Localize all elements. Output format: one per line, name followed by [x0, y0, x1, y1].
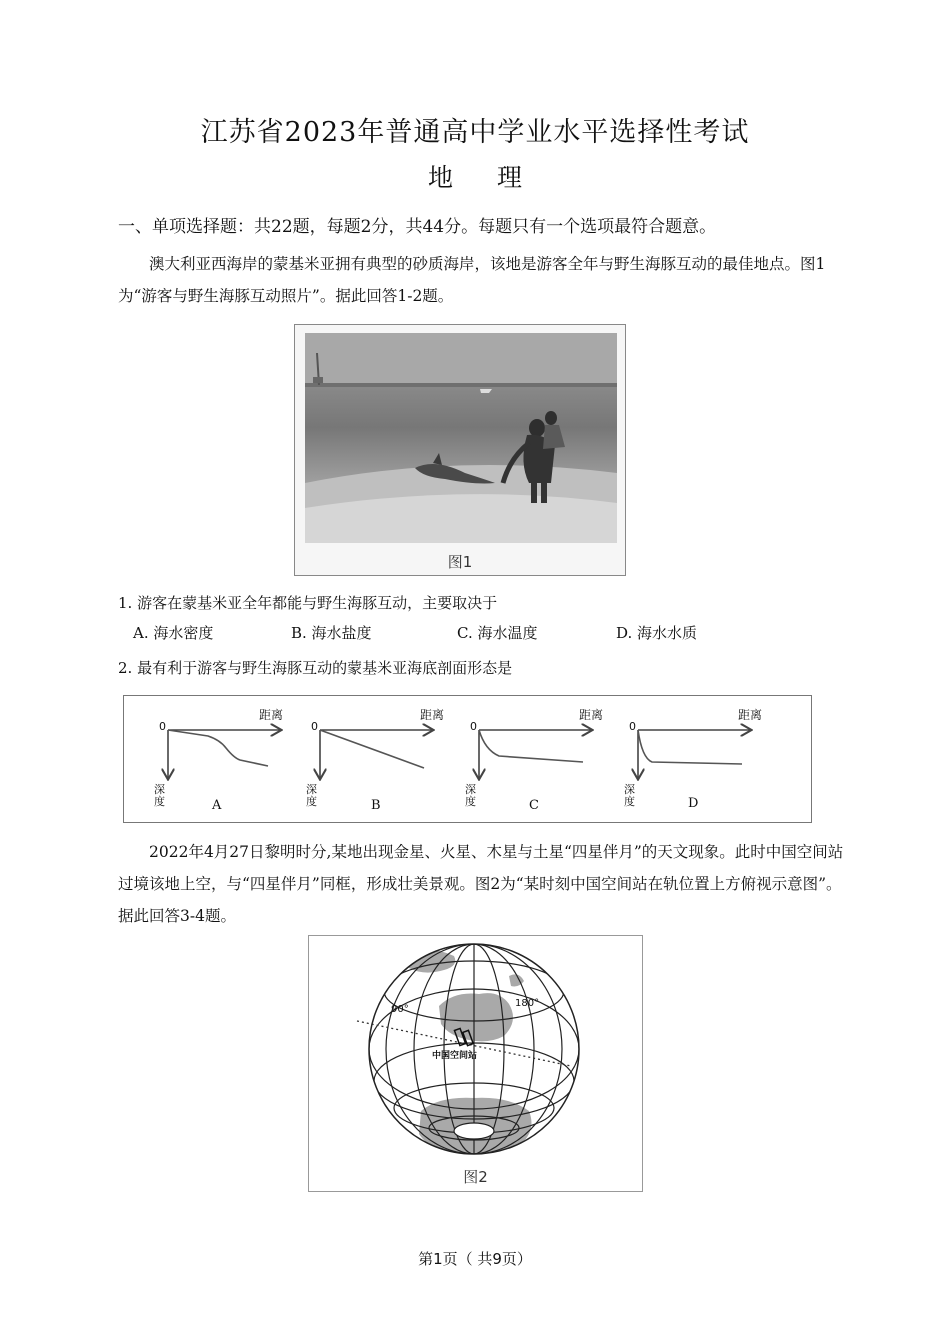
profile-b-origin: 0: [311, 720, 318, 733]
subject-title: 地理: [427, 163, 566, 192]
profile-c-y-label: 深度: [465, 783, 476, 808]
figure-1-caption: 图1: [447, 553, 473, 571]
page-footer: 第1页（ 共9页）: [418, 1250, 532, 1268]
profile-d-y-label: 深度: [624, 783, 635, 808]
profile-c-origin: 0: [470, 720, 477, 733]
q1-option-a[interactable]: A. 海水密度: [133, 624, 214, 642]
figure-2: [308, 935, 643, 1192]
exam-title: 江苏省2023年普通高中学业水平选择性考试: [200, 117, 750, 148]
profile-c-x-label: 距离: [579, 708, 604, 722]
profile-a[interactable]: [168, 730, 280, 778]
seafloor-profiles-figure: [123, 695, 812, 823]
profile-c-letter: C: [529, 798, 539, 813]
profile-d-origin: 0: [629, 720, 636, 733]
profile-a-origin: 0: [159, 720, 166, 733]
q1-option-d[interactable]: D. 海水水质: [616, 624, 698, 642]
profile-b-letter: B: [371, 798, 381, 813]
profile-d-x-label: 距离: [738, 708, 763, 722]
dolphin-photo: [305, 333, 617, 543]
section-heading: 一、单项选择题：共22题，每题2分，共44分。每题只有一个选项最符合题意。: [118, 217, 717, 237]
profile-d-letter: D: [688, 796, 699, 811]
profile-d[interactable]: [638, 730, 750, 778]
profile-b-x-label: 距离: [420, 708, 445, 722]
figure-2-caption: 图2: [463, 1168, 488, 1186]
space-station-label: 中国空间站: [432, 1051, 478, 1061]
profile-b[interactable]: [320, 730, 432, 778]
question-1-stem: 1. 游客在蒙基米亚全年都能与野生海豚互动，主要取决于: [118, 594, 498, 612]
longitude-label-180: 180°: [515, 998, 540, 1009]
passage-1: 澳大利亚西海岸的蒙基米亚拥有典型的砂质海岸，该地是游客全年与野生海豚互动的最佳地点。图1为“游客与野生海豚互动照片”。据此回答1-2题。: [118, 255, 826, 305]
dolphin-photo-drawing: [305, 333, 617, 543]
profile-b-y-label: 深度: [306, 783, 317, 808]
profile-a-x-label: 距离: [259, 708, 284, 722]
figure-1: [294, 324, 626, 576]
q1-option-c[interactable]: C. 海水温度: [457, 624, 538, 642]
longitude-label-90: 90°: [391, 1004, 409, 1015]
profile-c[interactable]: [479, 730, 591, 778]
profile-a-letter: A: [212, 798, 222, 813]
passage-2: 2022年4月27日黎明时分,某地出现金星、火星、木星与土星“四星伴月”的天文现象。此时中国空间站过境该地上空，与“四星伴月”同框，形成壮美景观。图2为“某时刻中国空间站在轨位置上方俯视示意图”。据此回答3-4题。: [118, 843, 844, 925]
question-2-stem: 2. 最有利于游客与野生海豚互动的蒙基米亚海底剖面形态是: [118, 659, 513, 677]
q1-option-b[interactable]: B. 海水盐度: [291, 624, 372, 642]
profile-a-y-label: 深度: [154, 783, 165, 808]
